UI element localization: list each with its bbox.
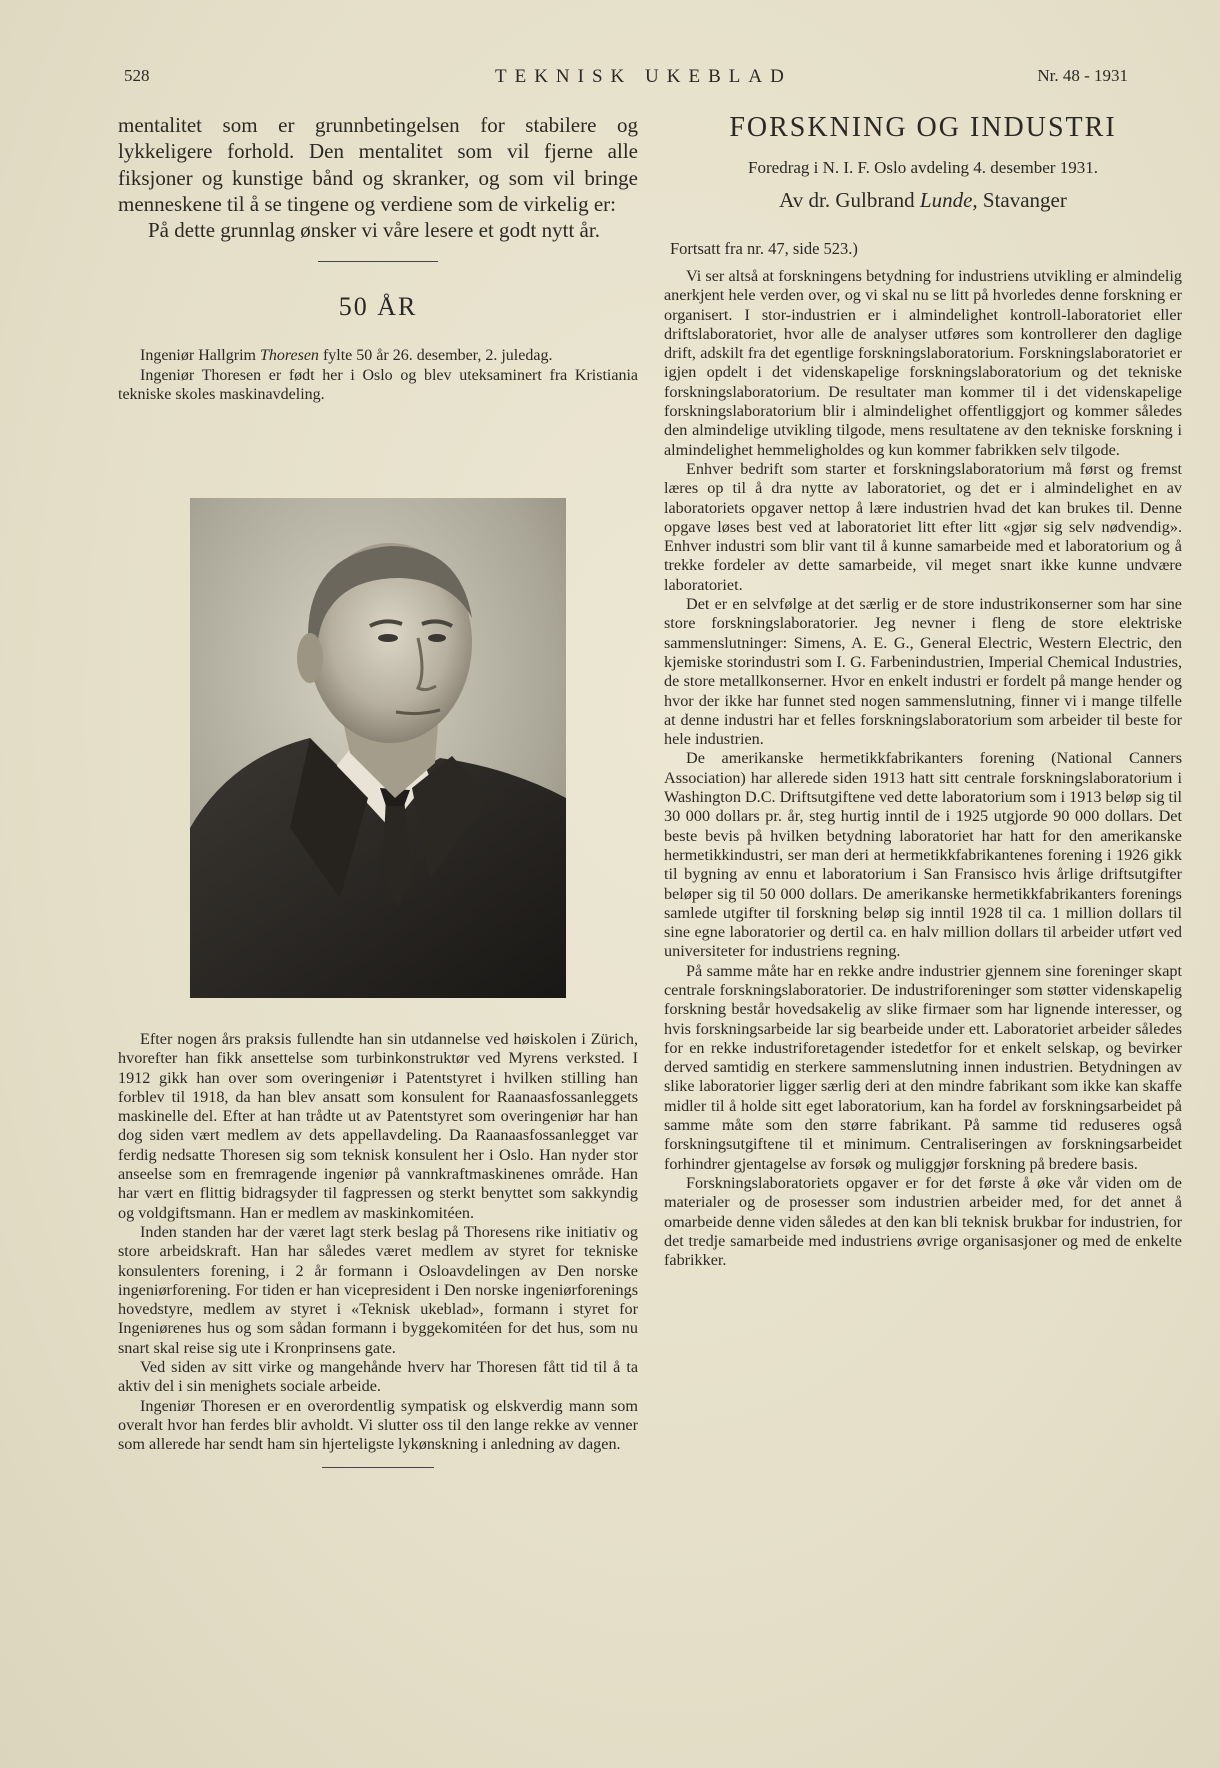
running-header [0, 66, 1220, 96]
article-paragraph: Det er en selvfølge at det særlig er de store industrikonserner som har sine store forskningslaboratorier. Jeg nevner i fleng de store elektriske sammenslutninger: Simens, A. E. G., General Electric, Western Electric, den kjemiske storindustri som I. G. Farbenindustrien, Imperial Chemical Industries, de store metallkonserner. Hvor en enkelt industri er fordelt på mange hender og hvor der ikke har funnet sted nogen sammenslutning, finner vi i mange tilfelle at denne industri har et felles forskningslaboratorium som arbeider til beste for hele industrien. [664, 595, 1182, 749]
bio-paragraph: Ingeniør Thoresen er en overordentlig sympatisk og elskverdig mann som overalt hvor han ferdes blir avholdt. Vi slutter oss til den lange rekke av venner som allerede har sendt ham sin hjerteligste lykønskning i anledning av dagen. [118, 1396, 638, 1454]
article-subtitle: Foredrag i N. I. F. Oslo avdeling 4. desember 1931. [748, 158, 1098, 177]
bio-continued [118, 1030, 638, 1468]
divider [322, 1467, 434, 1468]
article-paragraph: Vi ser altså at forskningens betydning for industriens utvikling er almindelig anerkjent hele verden over, og vi skal nu se litt på hvorledes denne forskning er organisert. I stor-industrien er i almindelighet kontroll-laboratoriet eller driftslaboratoriet, hvor alle de analyser utføres som kontrollerer den daglige drift, adskilt fra det egentlige forskningslaboratorium. Forskningslaboratoriet er igjen opdelt i det videnskapelige forskningslaboratorium og det tekniske forskningslaboratorium. De resultater man kommer til i det videnskapelige forskningslaboratorium blir i almindelighet offentliggjort og kommer således den almindelige utvikling tilgode, mens resultatene av den tekniske forskning i almindelighet hemmeligholdes og kun kommer fabrikken selv tilgode. [664, 267, 1182, 459]
portrait-photo [190, 498, 566, 998]
bio-paragraph: Inden standen har der været lagt sterk beslag på Thoresens rike initiativ og store arbeidskraft. Han har således været medlem av styret for tekniske konsulenters forening, i 2 år formann i Osloavdelingen av Den norske ingeniørforening. For tiden er han vicepresident i Den norske ingeniørforenings hovedstyre, medlem av styret i «Teknisk ukeblad», formann i styret for Ingeniørenes hus og som sådan formann i byggekomitéen for det hus, som nu snart skal reise sig ute i Kronprinsens gate. [118, 1222, 638, 1357]
article-paragraph: På samme måte har en rekke andre industrier gjennem sine foreninger skapt centrale forskningslaboratorier. De industriforeninger som støtter videnskapelig forskning består hovedsakelig av slike firmaer som har lignende interesser, og hvis forskningsarbeide lar sig bearbeide under ett. Laboratoriet arbeider således for en rekke industriforetagender istedetfor for et enkelt selskap, og bevirker derved samtidig en sterkere sammenslutning innen industrien. Betydningen av slike laboratorier ligger særlig deri at den mindre fabrikant som ikke kan skaffe midler til å holde sitt eget laboratorium, kan ha fordel av forskningsarbeidet på samme måte som den større fabrikant. På samme tid reduseres også forskningsutgiftene til et minimum. Centraliseringen av forskningsarbeidet forhindrer gjentagelse av forsøk og muliggjør forskning på bredere basis. [664, 961, 1182, 1173]
article-paragraph: De amerikanske hermetikkfabrikanters forening (National Canners Association) har allerede siden 1913 hatt sitt centrale forskningslaboratorium i Washington D.C. Driftsutgiftene ved dette laboratorium som i 1913 beløp sig til 30 000 dollars pr. år, steg hurtig inntil de i 1925 utgjorde 90 000 dollars. Det beste bevis på hvilken betydning laboratoriet har hatt for den amerikanske hermetikkindustri, ser man deri at hermetikkfabrikantenes forening i 1926 gikk til bygning av ennu et laboratorium i San Fransisco hvis årlige driftsutgifter beløper sig til 50 000 dollars. De amerikanske hermetikkfabrikanters forenings samlede utgifter til forskning beløp sig inntil 1928 til ca. 1 million dollars til sine egne laboratorier og dertil ca. en halv million dollars til arbeider utført ved universiteter for industriens regning. [664, 749, 1182, 961]
person-name: Thoresen [259, 347, 319, 365]
portrait-image [190, 498, 566, 998]
author-name: Lunde, [919, 188, 978, 212]
article-title: FORSKNING OG INDUSTRI [729, 112, 1117, 143]
bio-intro [118, 346, 638, 403]
bio-paragraph: Efter nogen års praksis fullendte han sin utdannelse ved høiskolen i Zürich, hvorefter han fikk ansettelse som turbinkonstruktør ved Myrens verksted. I 1912 gikk han over som overingeniør i Patentstyret i hvilken stilling han forblev til 1918, da han blev ansatt som konsulent for Raanaasfossanleggets maskinelle del. Efter at han trådte ut av Patentstyret som overingeniør har han dog siden vært medlem av dets appellavdeling. Da Raanaasfossanlegget var ferdig nedsatte Thoresen sig som teknisk konsulent her i Oslo. Han nyder stor anseelse som en fremragende ingeniør på vannkraftmaskinenes område. Han har vært en flittig bidragsyder til fagpressen og sterkt benyttet som sakkyndig og voldgiftsmann. Han er medlem av maskinkomitéen. [118, 1030, 638, 1222]
issue-number: Nr. 48 - 1931 [1037, 66, 1128, 85]
intro-paragraph: mentalitet som er grunnbetingelsen for stabilere og lykkeligere forhold. Den mentalitet som vil fjerne alle fiksjoner og kunstige bånd og skranker, og som vil bringe menneskene til å se tingene og verdiene som de virkelig er: [118, 113, 638, 216]
bio-paragraph: Ingeniør Thoresen er født her i Oslo og blev uteksaminert fra Kristiania tekniske skoles maskinavdeling. [118, 366, 638, 403]
bio-paragraph: Ved siden av sitt virke og mangehånde hverv har Thoresen fått tid til å ta aktiv del i sin menighets sociale arbeide. [118, 1358, 638, 1396]
journal-title: TEKNISK UKEBLAD [495, 66, 792, 87]
article-author: Av dr. Gulbrand Lunde, Stavanger [779, 188, 1067, 212]
bio-paragraph: Ingeniør Hallgrim Thoresen fylte 50 år 26. desember, 2. juledag. [140, 347, 553, 365]
continued-note: Fortsatt fra nr. 47, side 523.) [670, 239, 858, 258]
left-column [118, 112, 638, 1454]
article-paragraph: Enhver bedrift som starter et forskningslaboratorium må først og fremst læres op til å dra nytte av laboratoriet, og det er i almindelighet en av laboratoriets opgaver nettop å lære industrien hvad det kan brukes til. Denne opgave løses best ved at laboratoriet litt efter litt «gjør sig selv nødvendig». Enhver industri som blir vant til å kunne samarbeide med et laboratorium og å trekke fordeler av dette samarbeide, vil meget snart ikke kunne undvære laboratoriet. [664, 459, 1182, 594]
article-body [664, 267, 1182, 1270]
page-number: 528 [124, 66, 150, 85]
intro-paragraph: På dette grunnlag ønsker vi våre lesere et godt nytt år. [148, 218, 600, 243]
divider [318, 261, 438, 262]
article-paragraph: Forskningslaboratoriets opgaver er for det første å øke vår viden om de materialer og de prosesser som industrien arbeider med, for det annet å omarbeide denne viden således at den kan bli teknisk brukbar for industrien, for det tredje samarbeide med industriens øvrige organisasjoner og med de enkelte fabrikker. [664, 1173, 1182, 1270]
section-title: 50 ÅR [338, 292, 418, 322]
right-column [664, 112, 1182, 1270]
intro-text [118, 112, 638, 243]
